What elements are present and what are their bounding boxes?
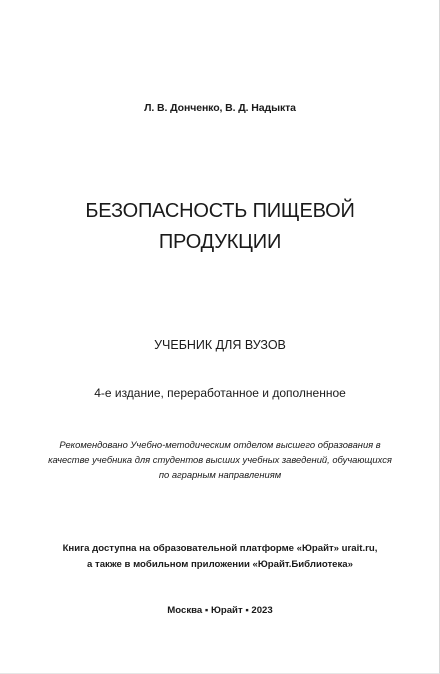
authors: Л. В. Донченко, В. Д. Надыкта <box>144 102 296 114</box>
recommendation-text: Рекомендовано Учебно-методическим отделом высшего образования в качестве учебника для студентов высших учебных заведений, обучающихся по аграрным направлениям <box>48 439 392 480</box>
book-title-line-2: ПРОДУКЦИИ <box>158 231 282 253</box>
book-subtitle: УЧЕБНИК ДЛЯ ВУЗОВ <box>154 338 286 352</box>
edition-note: 4-е издание, переработанное и дополненное <box>94 386 346 400</box>
availability-note <box>0 541 440 573</box>
book-title <box>0 196 440 258</box>
imprint: Москва ▪ Юрайт ▪ 2023 <box>167 605 273 616</box>
book-title-line-1: БЕЗОПАСНОСТЬ ПИЩЕВОЙ <box>85 200 355 222</box>
availability-line-2: а также в мобильном приложении «Юрайт.Библиотека» <box>87 559 353 570</box>
availability-line-1: Книга доступна на образовательной платформе «Юрайт» urait.ru, <box>62 543 378 554</box>
